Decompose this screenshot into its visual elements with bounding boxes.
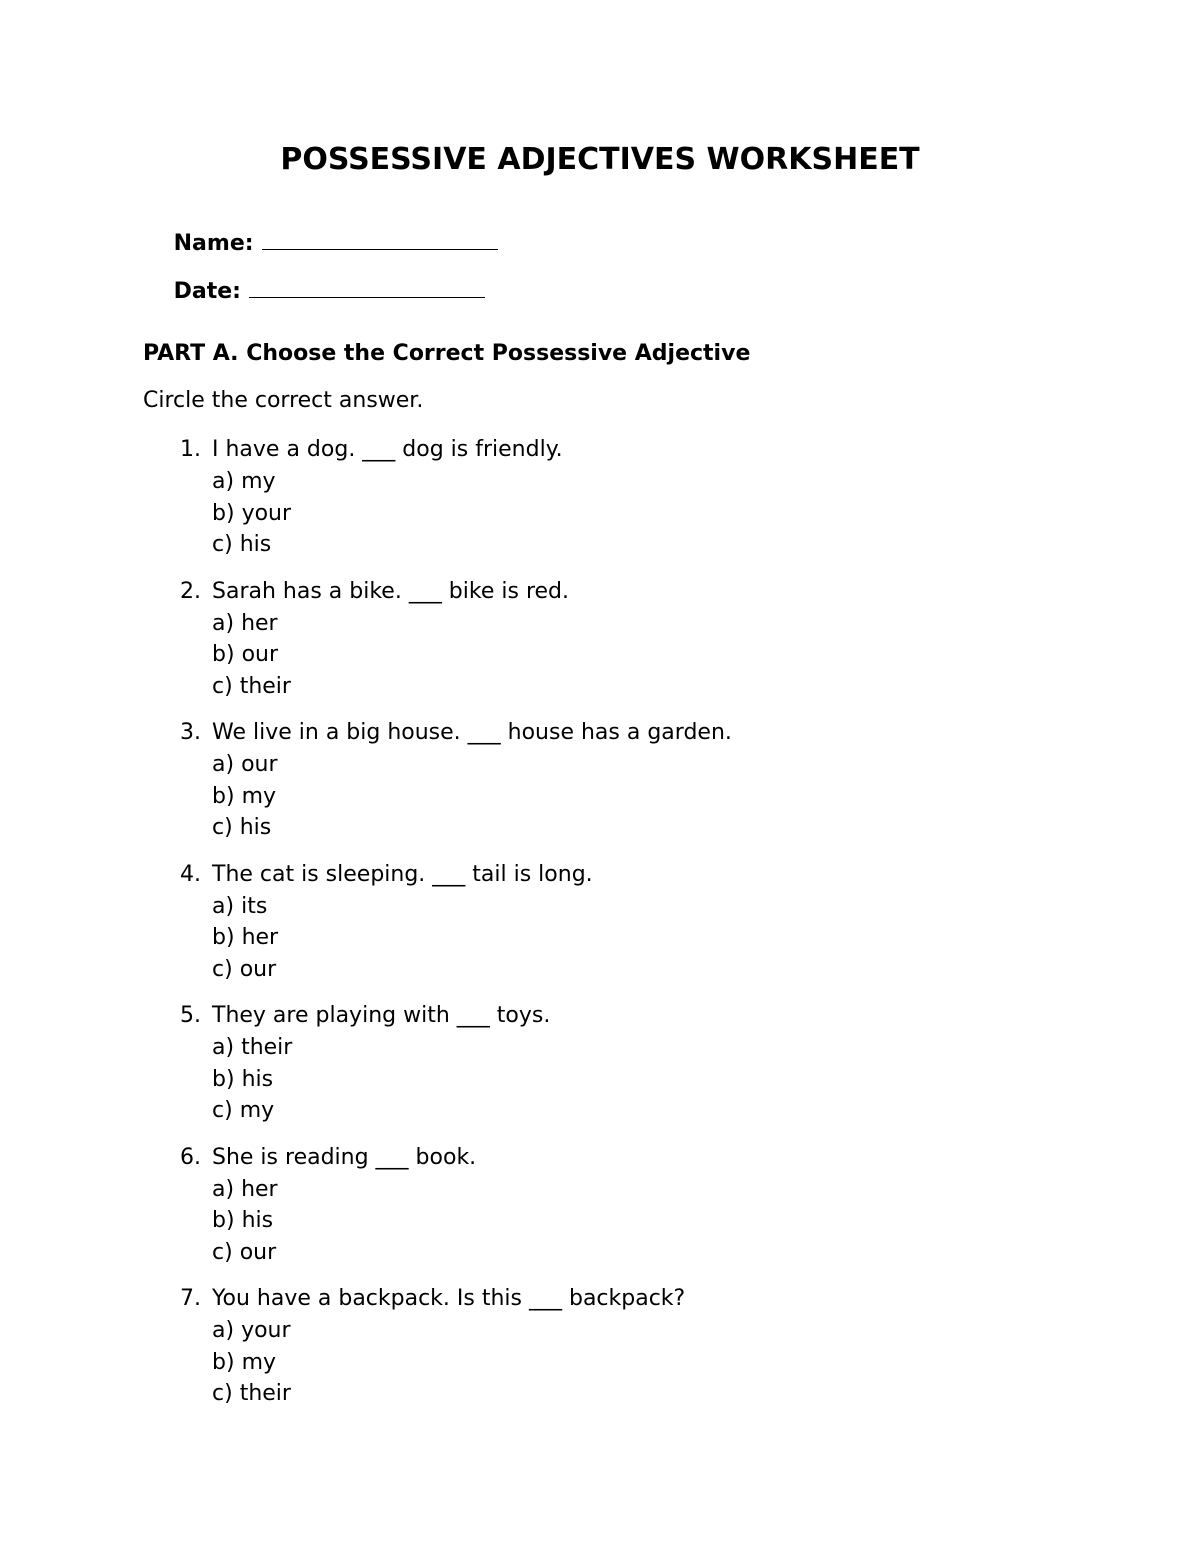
answer-option-4-c[interactable] (143, 954, 1043, 986)
answer-option-5-c[interactable] (143, 1095, 1043, 1127)
answer-option-text: our (239, 956, 277, 982)
answer-option-letter: c) (212, 673, 233, 699)
answer-option-text: my (241, 1349, 277, 1375)
question-text: I have a dog. ___ dog is friendly. (212, 437, 563, 462)
answer-option-1-b[interactable] (143, 498, 1043, 530)
question-number: 2. (180, 578, 201, 604)
answer-option-text: his (239, 815, 272, 840)
answer-option-4-b[interactable] (143, 922, 1043, 954)
question-number: 5. (180, 1003, 201, 1028)
answer-option-text: their (239, 1381, 291, 1406)
question-row (143, 1000, 1043, 1032)
answer-option-letter: a) (212, 469, 235, 494)
question-text: The cat is sleeping. ___ tail is long. (212, 861, 593, 887)
answer-option-6-a[interactable] (143, 1174, 1043, 1206)
question-number: 6. (180, 1144, 201, 1170)
answer-option-1-a[interactable] (143, 466, 1043, 498)
answer-option-letter: b) (212, 500, 235, 526)
part-a-heading: PART A. Choose the Correct Possessive Adjective (143, 341, 751, 366)
answer-option-letter: c) (212, 815, 233, 840)
question-text: You have a backpack. Is this ___ backpack? (212, 1286, 686, 1311)
answer-option-text: our (241, 642, 279, 667)
answer-option-letter: b) (212, 1208, 235, 1233)
answer-option-text: our (241, 752, 278, 777)
page-title: POSSESSIVE ADJECTIVES WORKSHEET (280, 142, 920, 177)
answer-option-letter: b) (212, 783, 235, 809)
answer-option-6-b[interactable] (143, 1205, 1043, 1237)
answer-option-text: its (241, 893, 268, 919)
answer-option-letter: c) (212, 1381, 233, 1406)
answer-option-text: his (241, 1208, 274, 1233)
answer-option-5-b[interactable] (143, 1064, 1043, 1096)
question-item-1 (143, 434, 1043, 561)
answer-option-letter: a) (212, 610, 235, 636)
answer-option-text: your (241, 1318, 291, 1343)
answer-option-3-a[interactable] (143, 749, 1043, 781)
answer-option-text: his (241, 1066, 274, 1092)
question-number: 4. (180, 861, 201, 887)
question-item-3 (143, 717, 1043, 844)
answer-option-text: my (241, 469, 276, 494)
answer-option-3-b[interactable] (143, 781, 1043, 813)
answer-option-7-b[interactable] (143, 1347, 1043, 1379)
question-item-5 (143, 1000, 1043, 1127)
answer-option-2-b[interactable] (143, 639, 1043, 671)
question-item-6 (143, 1142, 1043, 1269)
answer-option-letter: b) (212, 925, 235, 950)
question-row (143, 1142, 1043, 1174)
answer-option-letter: c) (212, 1239, 233, 1265)
answer-option-text: her (241, 610, 278, 636)
question-text: We live in a big house. ___ house has a garden. (212, 720, 732, 745)
question-row (143, 859, 1043, 891)
answer-option-letter: a) (212, 1035, 235, 1060)
part-a-instruction: Circle the correct answer. (143, 388, 424, 413)
answer-option-1-c[interactable] (143, 529, 1043, 561)
question-row (143, 434, 1043, 466)
question-list (143, 434, 1043, 1425)
name-label: Name: (173, 231, 254, 256)
question-item-7 (143, 1283, 1043, 1410)
answer-option-letter: c) (212, 956, 233, 982)
answer-option-text: their (239, 673, 291, 699)
answer-option-letter: a) (212, 893, 235, 919)
answer-option-text: my (239, 1098, 275, 1123)
date-blank-line (249, 275, 485, 298)
answer-option-2-c[interactable] (143, 671, 1043, 703)
answer-option-text: my (241, 783, 277, 809)
answer-option-4-a[interactable] (143, 891, 1043, 923)
date-label: Date: (173, 279, 241, 304)
question-number: 1. (180, 437, 201, 462)
answer-option-letter: b) (212, 1349, 235, 1375)
answer-option-6-c[interactable] (143, 1237, 1043, 1269)
question-text: They are playing with ___ toys. (212, 1003, 551, 1028)
answer-option-letter: b) (212, 642, 235, 667)
answer-option-letter: a) (212, 1318, 235, 1343)
question-item-4 (143, 859, 1043, 986)
question-number: 3. (180, 720, 201, 745)
answer-option-letter: c) (212, 1098, 233, 1123)
answer-option-3-c[interactable] (143, 812, 1043, 844)
answer-option-text: her (241, 1176, 278, 1202)
answer-option-5-a[interactable] (143, 1032, 1043, 1064)
date-field (143, 245, 485, 337)
answer-option-text: your (241, 500, 292, 526)
question-row (143, 1283, 1043, 1315)
answer-option-2-a[interactable] (143, 608, 1043, 640)
answer-option-text: our (239, 1239, 277, 1265)
answer-option-text: her (241, 925, 279, 950)
answer-option-text: their (241, 1035, 293, 1060)
question-item-2 (143, 576, 1043, 703)
answer-option-letter: c) (212, 532, 233, 557)
question-row (143, 576, 1043, 608)
answer-option-7-c[interactable] (143, 1378, 1043, 1410)
question-number: 7. (180, 1286, 201, 1311)
answer-option-7-a[interactable] (143, 1315, 1043, 1347)
answer-option-letter: a) (212, 752, 235, 777)
answer-option-letter: a) (212, 1176, 235, 1202)
question-row (143, 717, 1043, 749)
question-text: Sarah has a bike. ___ bike is red. (212, 578, 569, 604)
question-text: She is reading ___ book. (212, 1144, 477, 1170)
answer-option-letter: b) (212, 1066, 235, 1092)
answer-option-text: his (239, 532, 272, 557)
